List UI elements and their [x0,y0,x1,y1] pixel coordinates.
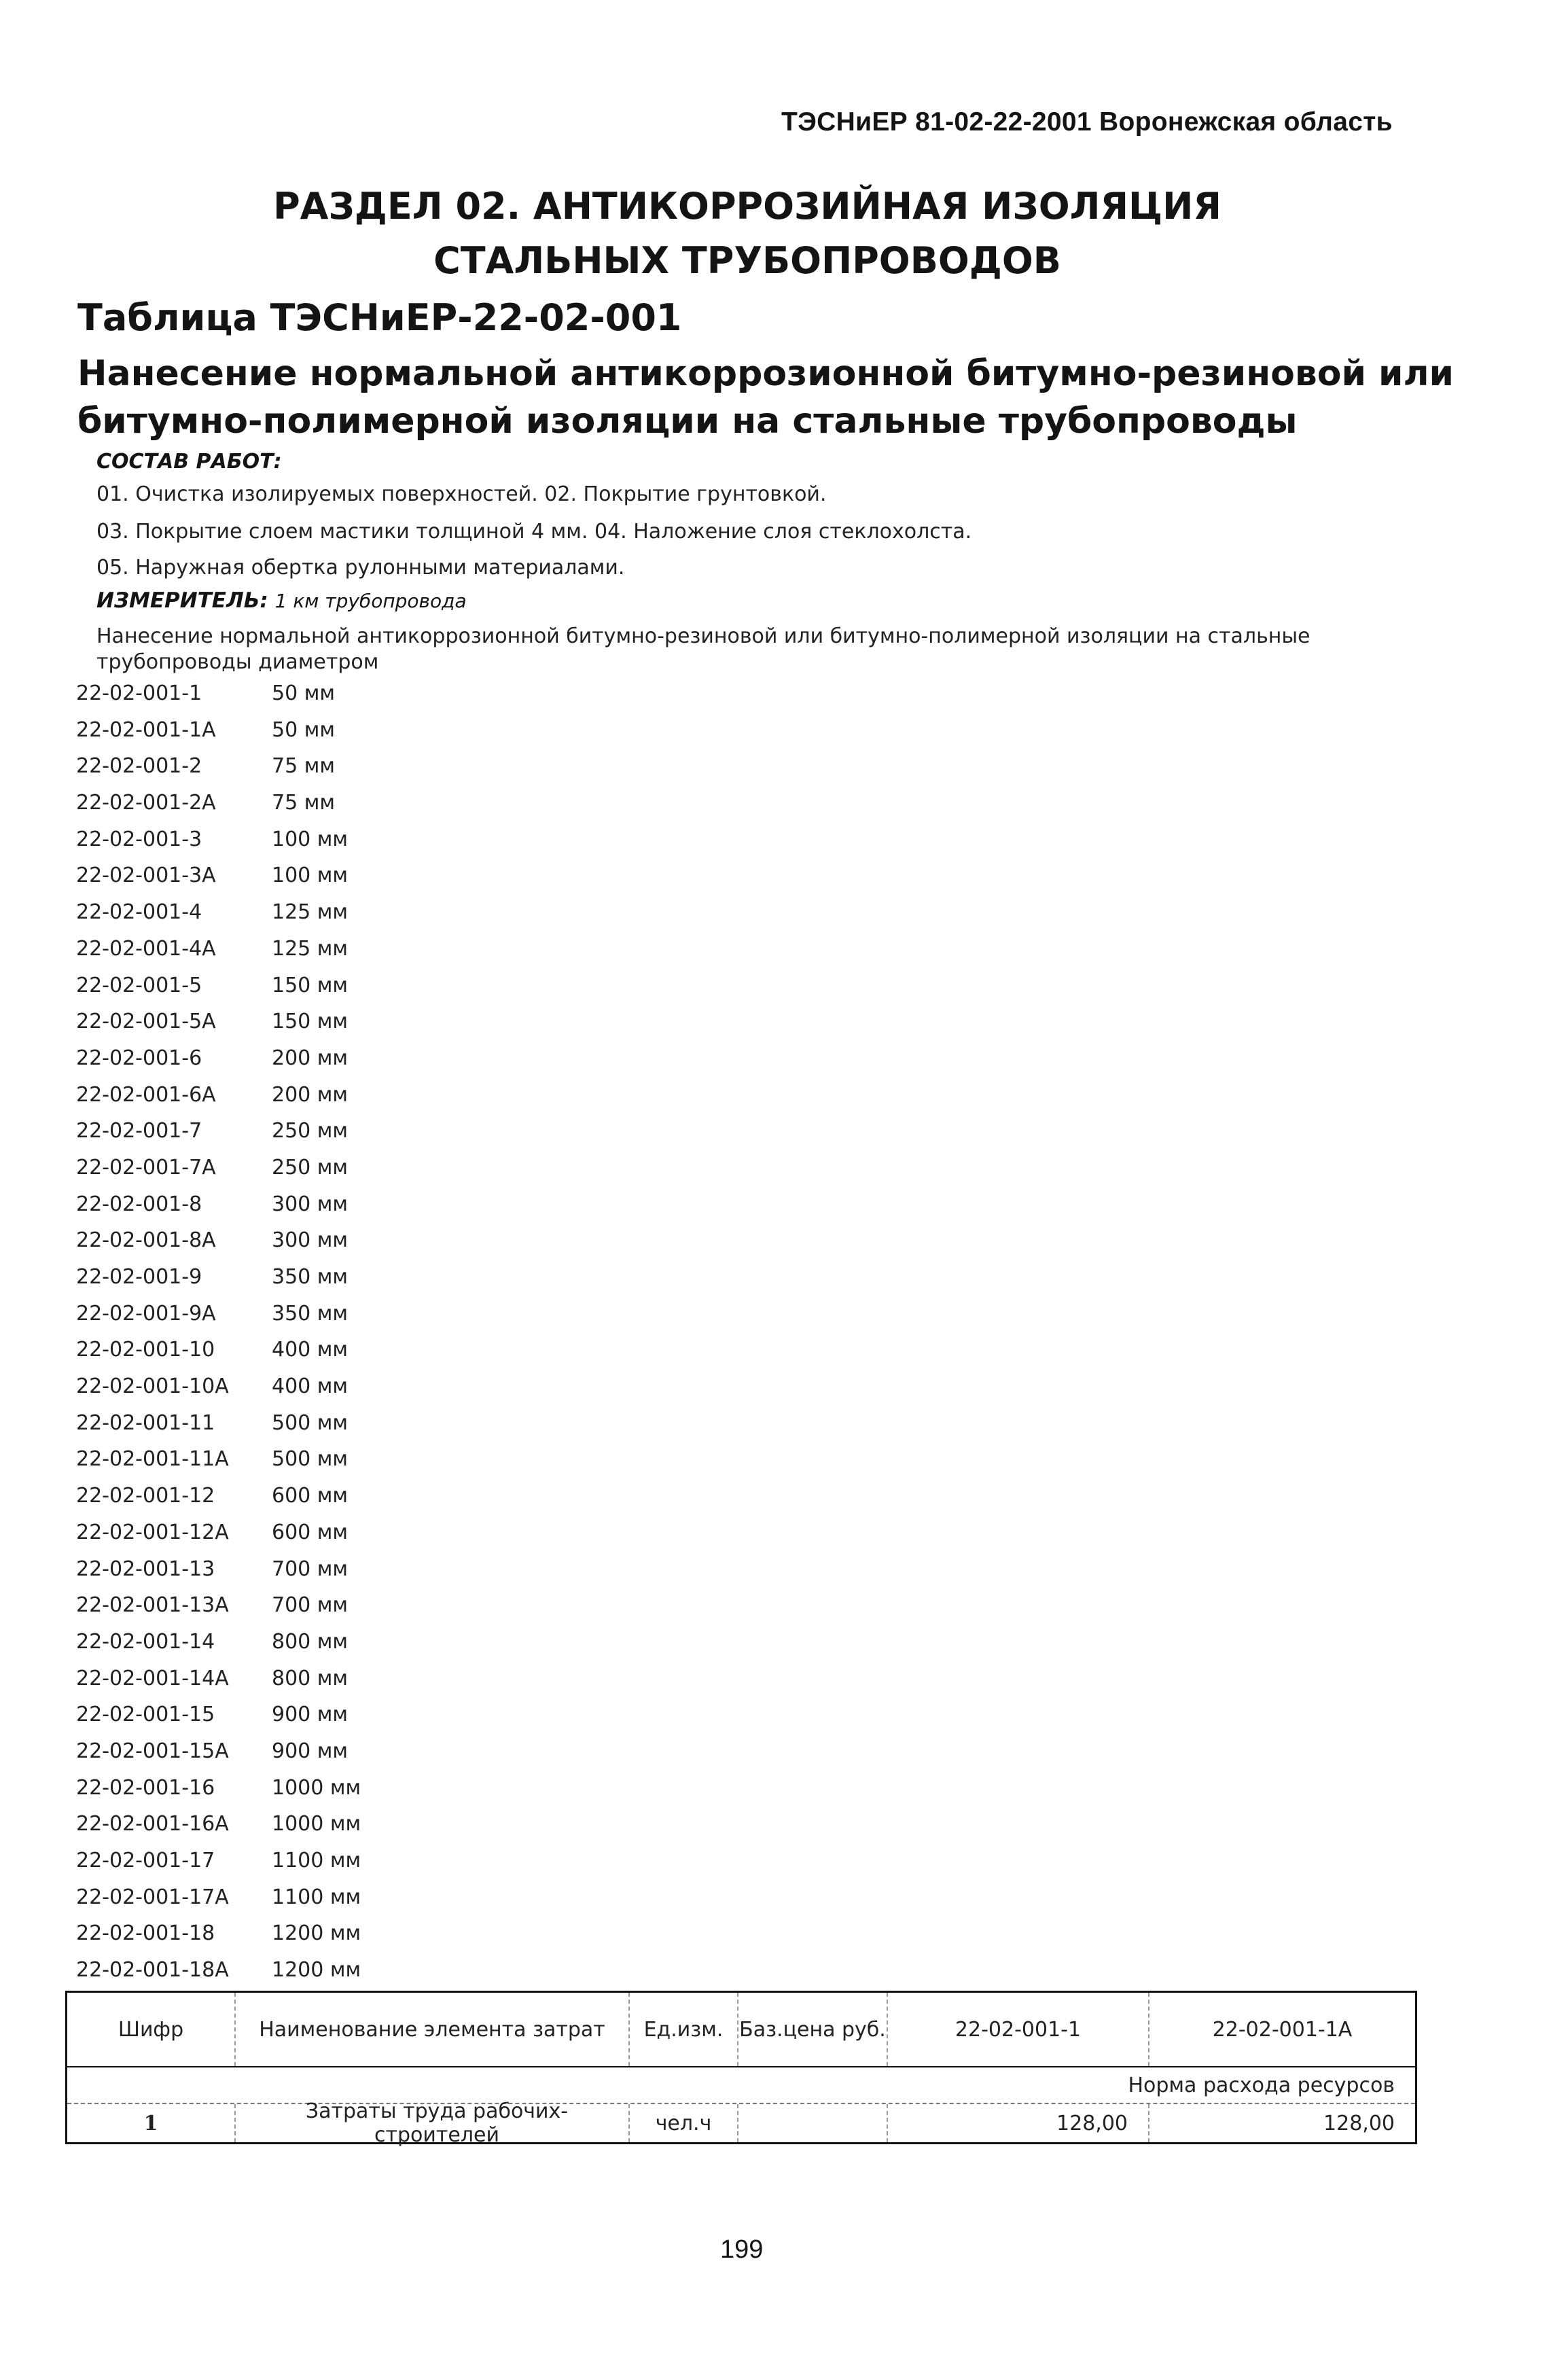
code-row [76,754,408,791]
diameter-value: 1200 мм [272,1921,361,1946]
code-value: 22-02-001-4 [76,900,202,925]
code-value: 22-02-001-11А [76,1447,229,1472]
diameter-value: 500 мм [272,1447,349,1472]
page-number: 199 [720,2235,764,2264]
code-row [76,718,408,755]
diameter-value: 250 мм [272,1119,349,1143]
code-row [76,1557,408,1594]
code-row [76,1703,408,1739]
code-value: 22-02-001-3А [76,864,216,888]
diameter-value: 1200 мм [272,1958,361,1983]
code-row [76,1812,408,1849]
diameter-value: 400 мм [272,1338,349,1362]
header-name: Наименование элемента затрат [236,1993,630,2066]
code-row [76,1302,408,1338]
diameter-value: 700 мм [272,1557,349,1581]
work-item: 03. Покрытие слоем мастики толщиной 4 мм. 04. Наложение слоя стеклохолста. [96,520,972,544]
code-value: 22-02-001-18 [76,1921,215,1946]
document-header: ТЭСНиЕР 81-02-22-2001 Воронежская область [781,107,1393,137]
code-value: 22-02-001-7 [76,1119,202,1143]
table-label: Таблица ТЭСНиЕР-22-02-001 [77,296,682,339]
code-value: 22-02-001-16А [76,1812,229,1836]
diameter-value: 600 мм [272,1484,349,1508]
diameter-value: 300 мм [272,1192,349,1216]
code-value: 22-02-001-14А [76,1666,229,1690]
code-row [76,791,408,828]
diameter-value: 75 мм [272,791,335,815]
table-title-line1: Нанесение нормальной антикоррозионной битумно-резиновой или [77,353,1454,394]
code-value: 22-02-001-15 [76,1703,215,1727]
meter-description: Нанесение нормальной антикоррозионной битумно-резиновой или битумно-полимерной изоляции на стальные трубопроводы диаметром [96,624,1311,674]
diameter-value: 125 мм [272,936,349,961]
norm-row [67,2067,1415,2104]
code-value: 22-02-001-10А [76,1374,229,1399]
meter-line [96,588,467,613]
diameter-value: 700 мм [272,1593,349,1618]
row-unit: чел.ч [630,2104,738,2142]
code-row [76,1667,408,1703]
code-value: 22-02-001-5 [76,973,202,997]
diameter-value: 150 мм [272,1010,349,1034]
code-row [76,1338,408,1374]
row-value-1: 128,00 [888,2104,1149,2142]
code-row [76,1739,408,1776]
code-row [76,681,408,718]
diameter-value: 300 мм [272,1228,349,1253]
code-value: 22-02-001-6А [76,1082,216,1107]
code-row [76,974,408,1010]
code-row [76,1958,408,1995]
code-value: 22-02-001-1 [76,681,202,705]
code-value: 22-02-001-9 [76,1265,202,1289]
table-row [67,2099,1415,2147]
header-price: Баз.цена руб. [738,1993,888,2066]
code-value: 22-02-001-13 [76,1557,215,1581]
diameter-value: 1000 мм [272,1775,361,1800]
code-list [76,681,408,1995]
diameter-value: 1000 мм [272,1812,361,1836]
code-row [76,1849,408,1885]
diameter-value: 200 мм [272,1046,349,1070]
code-value: 22-02-001-16 [76,1775,215,1800]
row-code: 1 [67,2104,236,2142]
code-value: 22-02-001-7А [76,1155,216,1179]
diameter-value: 1100 мм [272,1885,361,1909]
diameter-value: 100 мм [272,827,349,851]
diameter-value: 1100 мм [272,1849,361,1872]
code-value: 22-02-001-9А [76,1301,216,1326]
code-row [76,900,408,937]
table-header-row [67,1993,1415,2067]
work-composition-label: СОСТАВ РАБОТ: [96,450,282,474]
diameter-value: 800 мм [272,1629,349,1654]
code-row [76,1776,408,1813]
diameter-value: 125 мм [272,900,349,925]
code-value: 22-02-001-2 [76,754,202,779]
header-col2: 22-02-001-1А [1212,2017,1353,2042]
code-row [76,1921,408,1958]
norm-label: Норма расхода ресурсов [1128,2073,1395,2097]
diameter-value: 50 мм [272,717,335,742]
code-value: 22-02-001-11 [76,1410,215,1435]
diameter-value: 150 мм [272,973,349,997]
code-row [76,1192,408,1229]
code-row [76,1484,408,1521]
code-row [76,1374,408,1411]
diameter-value: 400 мм [272,1374,349,1399]
diameter-value: 900 мм [272,1703,349,1727]
diameter-value: 50 мм [272,681,335,705]
code-row [76,1885,408,1922]
table-title-line2: битумно-полимерной изоляции на стальные трубопроводы [77,401,1298,442]
code-value: 22-02-001-2А [76,791,216,815]
meter-label: ИЗМЕРИТЕЛЬ: [96,588,268,613]
diameter-value: 600 мм [272,1520,349,1544]
code-row [76,1010,408,1046]
diameter-value: 200 мм [272,1082,349,1107]
code-value: 22-02-001-6 [76,1046,202,1070]
code-row [76,1228,408,1265]
work-item: 05. Наружная обертка рулонными материалами. [96,556,625,580]
diameter-value: 900 мм [272,1739,349,1763]
code-row [76,1265,408,1302]
code-value: 22-02-001-12 [76,1484,215,1508]
header-unit: Ед.изм. [630,1993,738,2066]
section-title-line2: СТАЛЬНЫХ ТРУБОПРОВОДОВ [433,239,1061,282]
header-col1: 22-02-001-1 [888,1993,1149,2066]
row-value-2: 128,00 [1323,2111,1395,2135]
code-row [76,1119,408,1156]
code-row [76,1156,408,1192]
code-value: 22-02-001-13А [76,1593,229,1618]
header-code: Шифр [67,1993,236,2066]
code-row [76,937,408,974]
row-name: Затраты труда рабочих-строителей [236,2104,630,2142]
diameter-value: 75 мм [272,754,335,779]
diameter-value: 250 мм [272,1155,349,1179]
code-row [76,1630,408,1667]
row-price [738,2104,888,2142]
code-row [76,1521,408,1557]
code-value: 22-02-001-18А [76,1958,229,1983]
code-value: 22-02-001-12А [76,1520,229,1544]
code-row [76,1447,408,1484]
code-value: 22-02-001-8А [76,1228,216,1253]
code-value: 22-02-001-1А [76,717,216,742]
code-value: 22-02-001-3 [76,827,202,851]
code-row [76,828,408,864]
code-row [76,1083,408,1120]
diameter-value: 350 мм [272,1265,349,1289]
code-row [76,1593,408,1630]
diameter-value: 350 мм [272,1301,349,1326]
code-value: 22-02-001-17А [76,1885,229,1909]
code-value: 22-02-001-10 [76,1338,215,1362]
resource-table [65,1991,1417,2147]
diameter-value: 500 мм [272,1410,349,1435]
work-item: 01. Очистка изолируемых поверхностей. 02. Покрытие грунтовкой. [96,482,827,506]
code-value: 22-02-001-15А [76,1739,229,1763]
code-row [76,1411,408,1448]
code-row [76,864,408,900]
diameter-value: 800 мм [272,1666,349,1690]
section-title-line1: РАЗДЕЛ 02. АНТИКОРРОЗИЙНАЯ ИЗОЛЯЦИЯ [273,185,1222,228]
code-value: 22-02-001-8 [76,1192,202,1216]
diameter-value: 100 мм [272,864,349,888]
code-row [76,1046,408,1083]
code-value: 22-02-001-5А [76,1010,216,1034]
meter-unit: 1 км трубопровода [274,590,467,612]
code-value: 22-02-001-4А [76,936,216,961]
code-value: 22-02-001-17 [76,1849,215,1872]
code-value: 22-02-001-14 [76,1629,215,1654]
